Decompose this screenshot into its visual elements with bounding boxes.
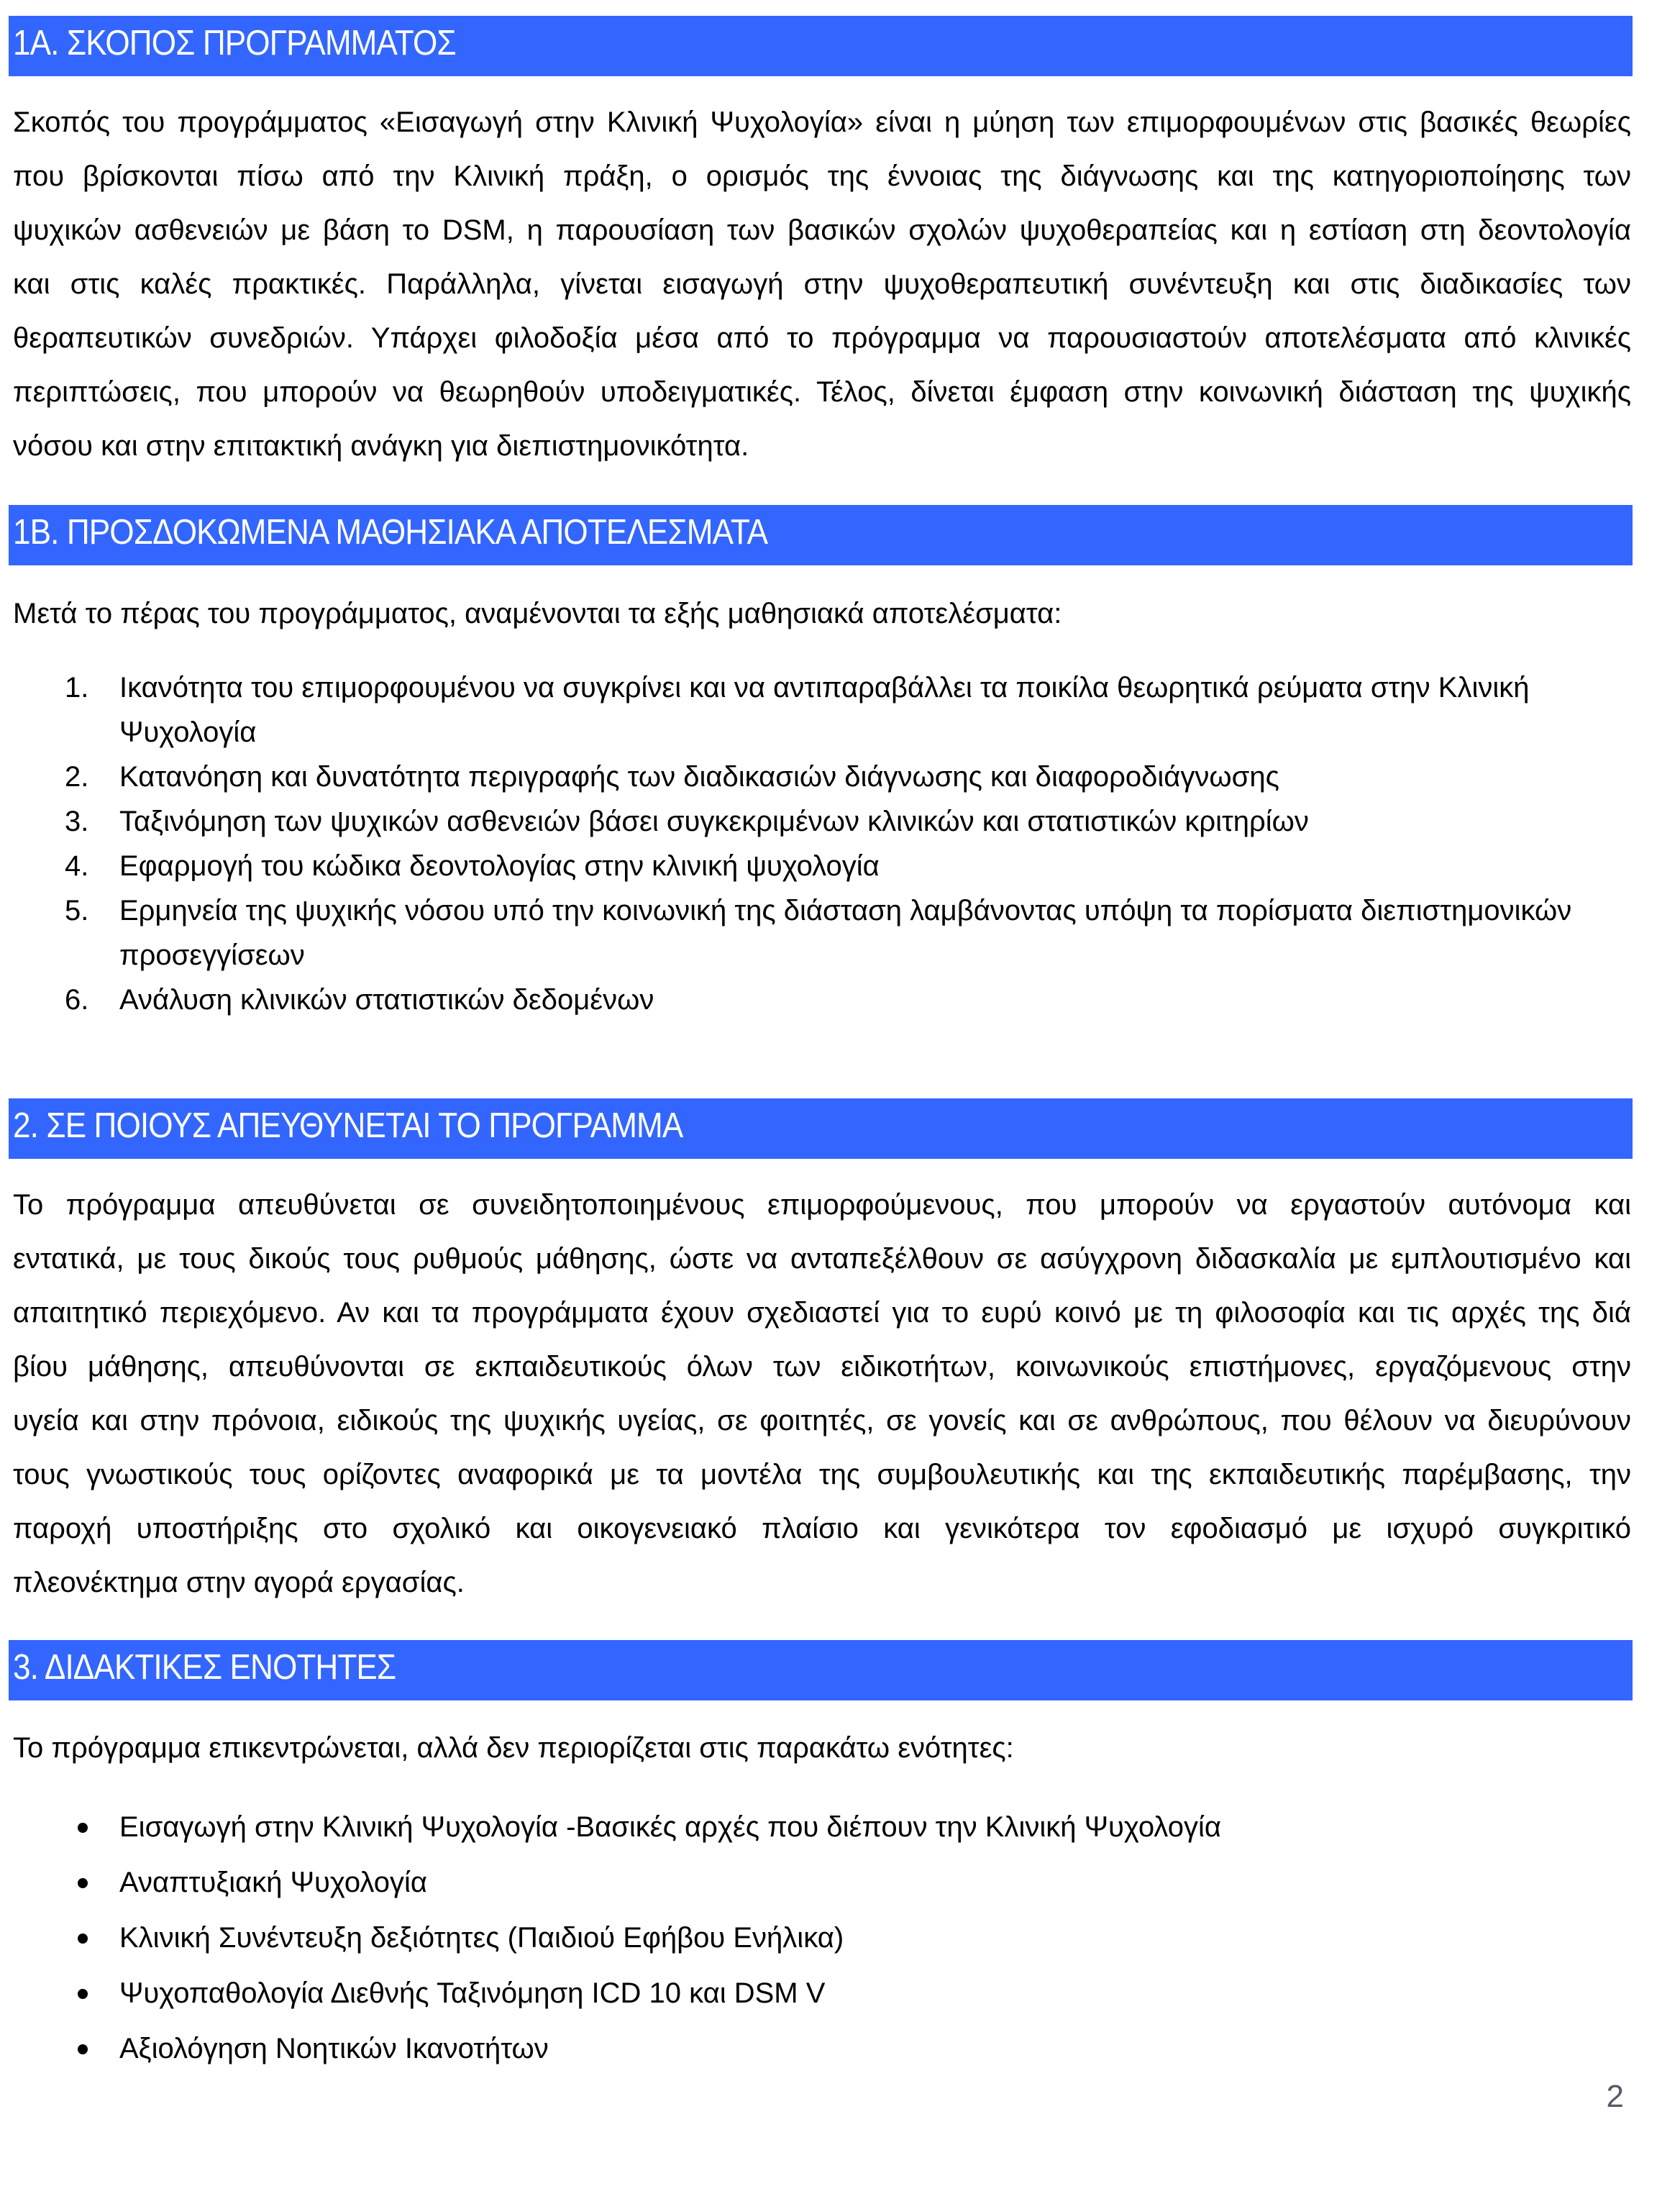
list-item-text: Εισαγωγή στην Κλινική Ψυχολογία -Βασικές αρχές που διέπουν την Κλινική Ψυχολογία bbox=[119, 1811, 1221, 1843]
paragraph-line: Μετά το πέρας του προγράμματος, αναμένονται τα εξής μαθησιακά αποτελέσματα: bbox=[13, 598, 1062, 629]
list-item-text: Εφαρμογή του κώδικα δεοντολογίας στην κλινική ψυχολογία bbox=[119, 850, 880, 882]
paragraph-purpose bbox=[13, 96, 1631, 473]
paragraph-line: παροχή υποστήριξης στο σχολικό και οικογενειακό πλαίσιο και γενικότερα τον εφοδιασμό με ισχυρό συγκριτικό bbox=[13, 1513, 1631, 1544]
units-list bbox=[0, 1800, 1680, 2077]
list-item bbox=[0, 755, 1680, 799]
list-number: 4. bbox=[65, 850, 89, 882]
paragraph-line: Το πρόγραμμα απευθύνεται σε συνειδητοποιημένους επιμορφούμενους, που μπορούν να εργαστούν αυτόνομα και bbox=[13, 1189, 1631, 1221]
paragraph-outcomes-intro bbox=[13, 587, 1631, 641]
outcomes-list bbox=[0, 665, 1680, 1022]
paragraph-line: πλεονέκτημα στην αγορά εργασίας. bbox=[13, 1567, 465, 1598]
list-item-text: Αξιολόγηση Νοητικών Ικανοτήτων bbox=[119, 2033, 549, 2064]
paragraph-line: θεραπευτικών συνεδριών. Υπάρχει φιλοδοξία μέσα από το πρόγραμμα να παρουσιαστούν αποτελέσματα από κλινικές bbox=[13, 322, 1631, 354]
paragraph-audience bbox=[13, 1178, 1631, 1610]
list-item bbox=[0, 1855, 1680, 1911]
list-item-text: Ταξινόμηση των ψυχικών ασθενειών βάσει συγκεκριμένων κλινικών και στατιστικών κριτηρίων bbox=[119, 806, 1309, 837]
page-number: 2 bbox=[1606, 2079, 1624, 2114]
list-item bbox=[0, 978, 1680, 1022]
bullet-icon bbox=[78, 1823, 88, 1833]
section-title-1b: 1Β. ΠΡΟΣΔΟΚΩΜΕΝΑ ΜΑΘΗΣΙΑΚΑ ΑΠΟΤΕΛΕΣΜΑΤΑ bbox=[13, 513, 768, 552]
list-item bbox=[0, 665, 1680, 755]
bullet-icon bbox=[78, 1989, 88, 1999]
list-item bbox=[0, 2021, 1680, 2077]
bullet-icon bbox=[78, 2044, 88, 2054]
section-title-2: 2. ΣΕ ΠΟΙΟΥΣ ΑΠΕΥΘΥΝΕΤΑΙ ΤΟ ΠΡΟΓΡΑΜΜΑ bbox=[13, 1106, 683, 1145]
paragraph-line: που βρίσκονται πίσω από την Κλινική πράξη, ο ορισμός της έννοιας της διάγνωσης και της κατηγοριοποίησης των bbox=[13, 160, 1631, 192]
list-item-text: Ανάλυση κλινικών στατιστικών δεδομένων bbox=[119, 984, 654, 1016]
list-item bbox=[0, 844, 1680, 888]
list-item-text: Αναπτυξιακή Ψυχολογία bbox=[119, 1867, 427, 1898]
section-title-1a: 1Α. ΣΚΟΠΟΣ ΠΡΟΓΡΑΜΜΑΤΟΣ bbox=[13, 24, 456, 63]
paragraph-line: και στις καλές πρακτικές. Παράλληλα, γίνεται εισαγωγή στην ψυχοθεραπευτική συνέντευξη και στις διαδικασίες των bbox=[13, 268, 1631, 300]
section-header-2 bbox=[9, 1098, 1633, 1159]
section-header-1a bbox=[9, 16, 1633, 76]
section-header-3 bbox=[9, 1640, 1633, 1700]
list-item bbox=[0, 1966, 1680, 2021]
list-number: 2. bbox=[65, 761, 89, 793]
paragraph-line: τους γνωστικούς τους ορίζοντες αναφορικά με τα μοντέλα της συμβουλευτικής και της εκπαιδευτικής παρέμβασης, την bbox=[13, 1459, 1631, 1490]
section-header-1b bbox=[9, 505, 1633, 565]
bullet-icon bbox=[78, 1934, 88, 1944]
list-item bbox=[0, 1911, 1680, 1966]
list-number: 3. bbox=[65, 806, 89, 837]
paragraph-line: περιπτώσεις, που μπορούν να θεωρηθούν υποδειγματικές. Τέλος, δίνεται έμφαση στην κοινωνική διάσταση της ψυχικής bbox=[13, 376, 1631, 408]
list-item bbox=[0, 799, 1680, 844]
list-item-text: Ερμηνεία της ψυχικής νόσου υπό την κοινωνική της διάσταση λαμβάνοντας υπόψη τα πορίσματα διεπιστημονικών προσεγγίσεων bbox=[119, 895, 1572, 971]
paragraph-line: απαιτητικό περιεχόμενο. Αν και τα προγράμματα έχουν σχεδιαστεί για το ευρύ κοινό με τη φιλοσοφία και τις αρχές της διά bbox=[13, 1297, 1631, 1329]
bullet-icon bbox=[78, 1878, 88, 1888]
list-item-text: Ικανότητα του επιμορφουμένου να συγκρίνει και να αντιπαραβάλλει τα ποικίλα θεωρητικά ρεύματα στην Κλινική Ψυχολογία bbox=[119, 672, 1530, 748]
paragraph-line: βίου μάθησης, απευθύνονται σε εκπαιδευτικούς όλων των ειδικοτήτων, κοινωνικούς επιστήμονες, εργαζόμενους στην bbox=[13, 1351, 1631, 1383]
paragraph-line: Το πρόγραμμα επικεντρώνεται, αλλά δεν περιορίζεται στις παρακάτω ενότητες: bbox=[13, 1732, 1014, 1764]
paragraph-line: εντατικά, με τους δικούς τους ρυθμούς μάθησης, ώστε να ανταπεξέλθουν σε ασύγχρονη διδασκαλία με εμπλουτισμένο και bbox=[13, 1243, 1631, 1275]
list-number: 6. bbox=[65, 984, 89, 1016]
paragraph-units-intro bbox=[13, 1721, 1631, 1775]
paragraph-line: νόσου και στην επιτακτική ανάγκη για διεπιστημονικότητα. bbox=[13, 430, 749, 462]
paragraph-line: υγεία και στην πρόνοια, ειδικούς της ψυχικής υγείας, σε φοιτητές, σε γονείς και σε ανθρώπους, που θέλουν να διευρύνουν bbox=[13, 1405, 1631, 1436]
list-item-text: Κατανόηση και δυνατότητα περιγραφής των διαδικασιών διάγνωσης και διαφοροδιάγνωσης bbox=[119, 761, 1279, 793]
list-item bbox=[0, 1800, 1680, 1855]
list-item-text: Κλινική Συνέντευξη δεξιότητες (Παιδιού Εφήβου Ενήλικα) bbox=[119, 1922, 844, 1954]
paragraph-line: Σκοπός του προγράμματος «Εισαγωγή στην Κλινική Ψυχολογία» είναι η μύηση των επιμορφουμένων στις βασικές θεωρίες bbox=[13, 106, 1631, 138]
list-number: 5. bbox=[65, 895, 89, 926]
list-item bbox=[0, 888, 1680, 978]
paragraph-line: ψυχικών ασθενειών με βάση το DSM, η παρουσίαση των βασικών σχολών ψυχοθεραπείας και η εστίαση στη δεοντολογία bbox=[13, 214, 1631, 246]
section-title-3: 3. ΔΙΔΑΚΤΙΚΕΣ ΕΝΟΤΗΤΕΣ bbox=[13, 1648, 396, 1687]
list-number: 1. bbox=[65, 672, 89, 703]
list-item-text: Ψυχοπαθολογία Διεθνής Ταξινόμηση ICD 10 και DSM V bbox=[119, 1977, 826, 2009]
